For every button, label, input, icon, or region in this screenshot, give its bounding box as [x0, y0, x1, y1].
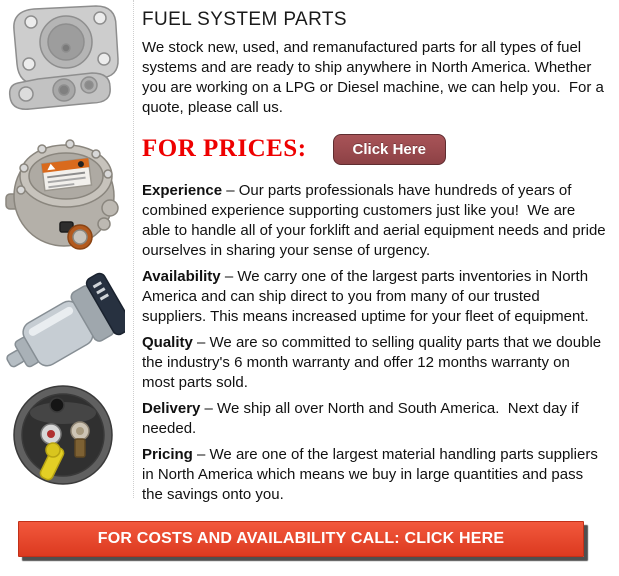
feature-quality-label: Quality — [142, 334, 193, 351]
feature-delivery-text: – We ship all over North and South America. Next day if needed. — [142, 400, 583, 437]
footer-banner-text: FOR COSTS AND AVAILABILITY CALL: CLICK HERE — [97, 530, 505, 547]
features-list — [142, 181, 610, 505]
product-image-column — [0, 0, 133, 500]
feature-experience-text: – Our parts professionals have hundreds of years of combined experience supporting customers just like you! We are able to handle all of your forklift and aerial equipment needs and pride ourselves in sharing your sense of urgency. — [142, 182, 610, 259]
feature-pricing — [142, 445, 606, 505]
fuel-filter-image — [4, 268, 129, 384]
fuel-pump-housing-image — [4, 4, 129, 119]
feature-delivery-label: Delivery — [142, 400, 201, 417]
feature-pricing-text: – We are one of the largest material handling parts suppliers in North America which means we buy in large quantities and pass the savings onto you. — [142, 446, 602, 503]
feature-availability-text: – We carry one of the largest parts inventories in North America and can ship direct to you from many of our trusted suppliers. This means increased uptime for your fleet of equipment. — [142, 268, 592, 325]
feature-availability — [142, 267, 606, 327]
fuel-pump-housing-illustration — [4, 4, 125, 119]
feature-experience-label: Experience — [142, 182, 223, 199]
lpg-regulator-image — [4, 132, 129, 254]
intro-paragraph: We stock new, used, and remanufactured parts for all types of fuel systems and are ready to ship anywhere in North America. Whether you are working on a LPG or Diesel machine, we can help you. For a quote, please call us. — [142, 39, 609, 116]
feature-quality — [142, 333, 606, 393]
feature-delivery — [142, 399, 606, 439]
page-title: FUEL SYSTEM PARTS — [142, 9, 347, 30]
for-prices-label: FOR PRICES: — [142, 135, 307, 162]
fuel-tank-multivalve-image — [4, 384, 129, 488]
content-column — [142, 0, 608, 511]
fuel-filter-illustration — [4, 268, 125, 384]
feature-quality-text: – We are so committed to selling quality parts that we double the industry's 6 month warranty and offer 12 months warranty on most parts sold. — [142, 334, 606, 391]
click-here-button[interactable]: Click Here — [333, 134, 446, 165]
column-divider — [133, 0, 134, 498]
feature-experience — [142, 181, 610, 261]
feature-availability-label: Availability — [142, 268, 221, 285]
prices-row — [142, 133, 608, 165]
feature-pricing-label: Pricing — [142, 446, 193, 463]
fuel-tank-multivalve-illustration — [4, 384, 125, 488]
lpg-regulator-illustration — [4, 132, 125, 254]
footer-call-banner[interactable] — [18, 521, 584, 557]
